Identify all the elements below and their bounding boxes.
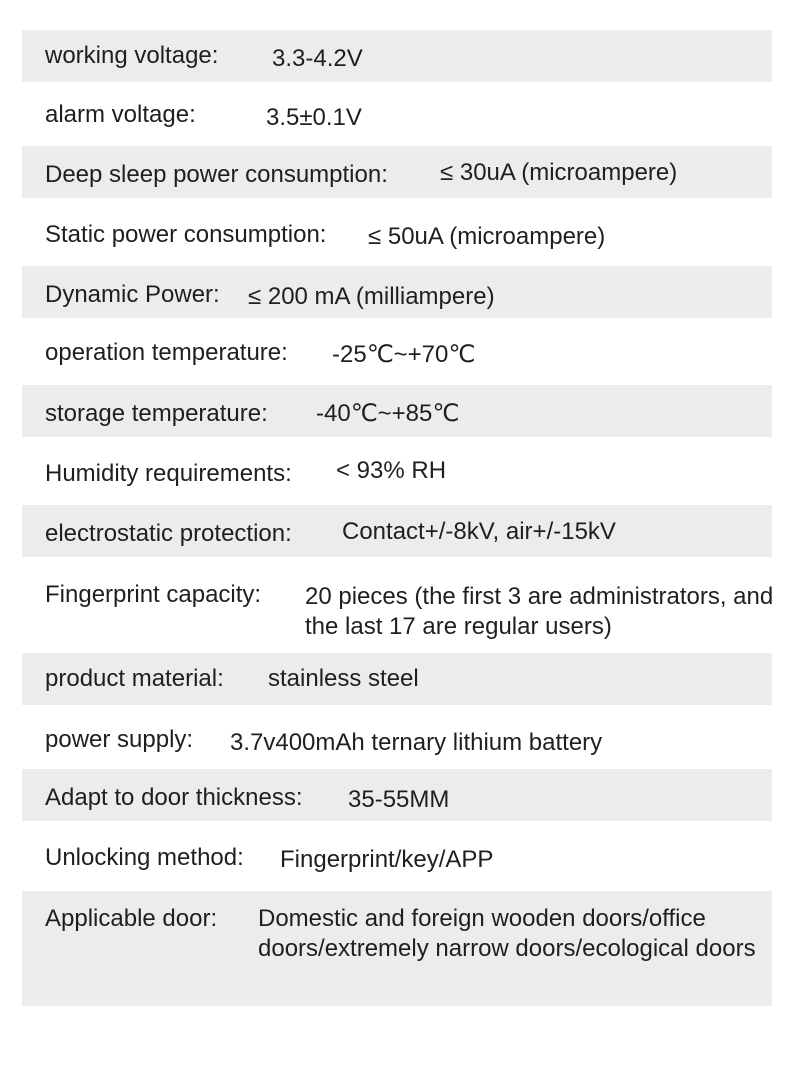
spec-value: 3.3-4.2V bbox=[272, 45, 363, 72]
spec-label: alarm voltage: bbox=[45, 101, 196, 128]
spec-value: ≤ 200 mA (milliampere) bbox=[248, 283, 495, 310]
spec-row-humidity bbox=[22, 437, 772, 505]
spec-row-working-voltage bbox=[22, 30, 772, 82]
spec-value: Contact+/-8kV, air+/-15kV bbox=[342, 518, 616, 545]
spec-label: Humidity requirements: bbox=[45, 460, 292, 487]
spec-label: product material: bbox=[45, 665, 224, 692]
spec-value: Fingerprint/key/APP bbox=[280, 846, 494, 873]
spec-row-storage-temperature bbox=[22, 385, 772, 437]
spec-label: Deep sleep power consumption: bbox=[45, 161, 388, 188]
spec-label: working voltage: bbox=[45, 42, 219, 69]
spec-row-fingerprint-capacity bbox=[22, 557, 772, 653]
spec-value: -40℃~+85℃ bbox=[316, 400, 460, 427]
spec-label: Dynamic Power: bbox=[45, 281, 220, 308]
spec-label: Applicable door: bbox=[45, 905, 218, 932]
spec-value: 20 pieces (the first 3 are administrators, and the last 17 are regular users) bbox=[305, 583, 774, 640]
spec-row-electrostatic-protection bbox=[22, 505, 772, 557]
spec-value: 3.5±0.1V bbox=[266, 104, 362, 131]
spec-value: 3.7v400mAh ternary lithium battery bbox=[230, 729, 603, 756]
spec-label: Static power consumption: bbox=[45, 221, 327, 248]
spec-row-door-thickness bbox=[22, 769, 772, 821]
spec-row-static-power bbox=[22, 198, 772, 266]
spec-value: stainless steel bbox=[268, 665, 419, 692]
spec-label: operation temperature: bbox=[45, 339, 288, 366]
spec-row-product-material bbox=[22, 653, 772, 705]
spec-label: power supply: bbox=[45, 726, 194, 753]
spec-label: electrostatic protection: bbox=[45, 520, 292, 547]
spec-row-dynamic-power bbox=[22, 266, 772, 318]
spec-table bbox=[22, 30, 772, 1006]
spec-label: Fingerprint capacity: bbox=[45, 581, 262, 608]
spec-value: ≤ 50uA (microampere) bbox=[368, 223, 606, 250]
spec-row-operation-temperature bbox=[22, 318, 772, 385]
spec-value: Domestic and foreign wooden doors/office doors/extremely narrow doors/ecological doors bbox=[258, 905, 756, 962]
spec-row-alarm-voltage bbox=[22, 82, 772, 146]
spec-label: Adapt to door thickness: bbox=[45, 784, 303, 811]
spec-label: Unlocking method: bbox=[45, 844, 244, 871]
spec-label: storage temperature: bbox=[45, 400, 268, 427]
spec-value: 35-55MM bbox=[348, 786, 450, 813]
spec-row-deep-sleep-power bbox=[22, 146, 772, 198]
spec-row-power-supply bbox=[22, 705, 772, 769]
spec-value: -25℃~+70℃ bbox=[332, 341, 476, 368]
spec-row-unlocking-method bbox=[22, 821, 772, 891]
spec-value: ≤ 30uA (microampere) bbox=[440, 159, 678, 186]
spec-value: < 93% RH bbox=[336, 457, 447, 484]
spec-row-applicable-door bbox=[22, 891, 772, 1006]
